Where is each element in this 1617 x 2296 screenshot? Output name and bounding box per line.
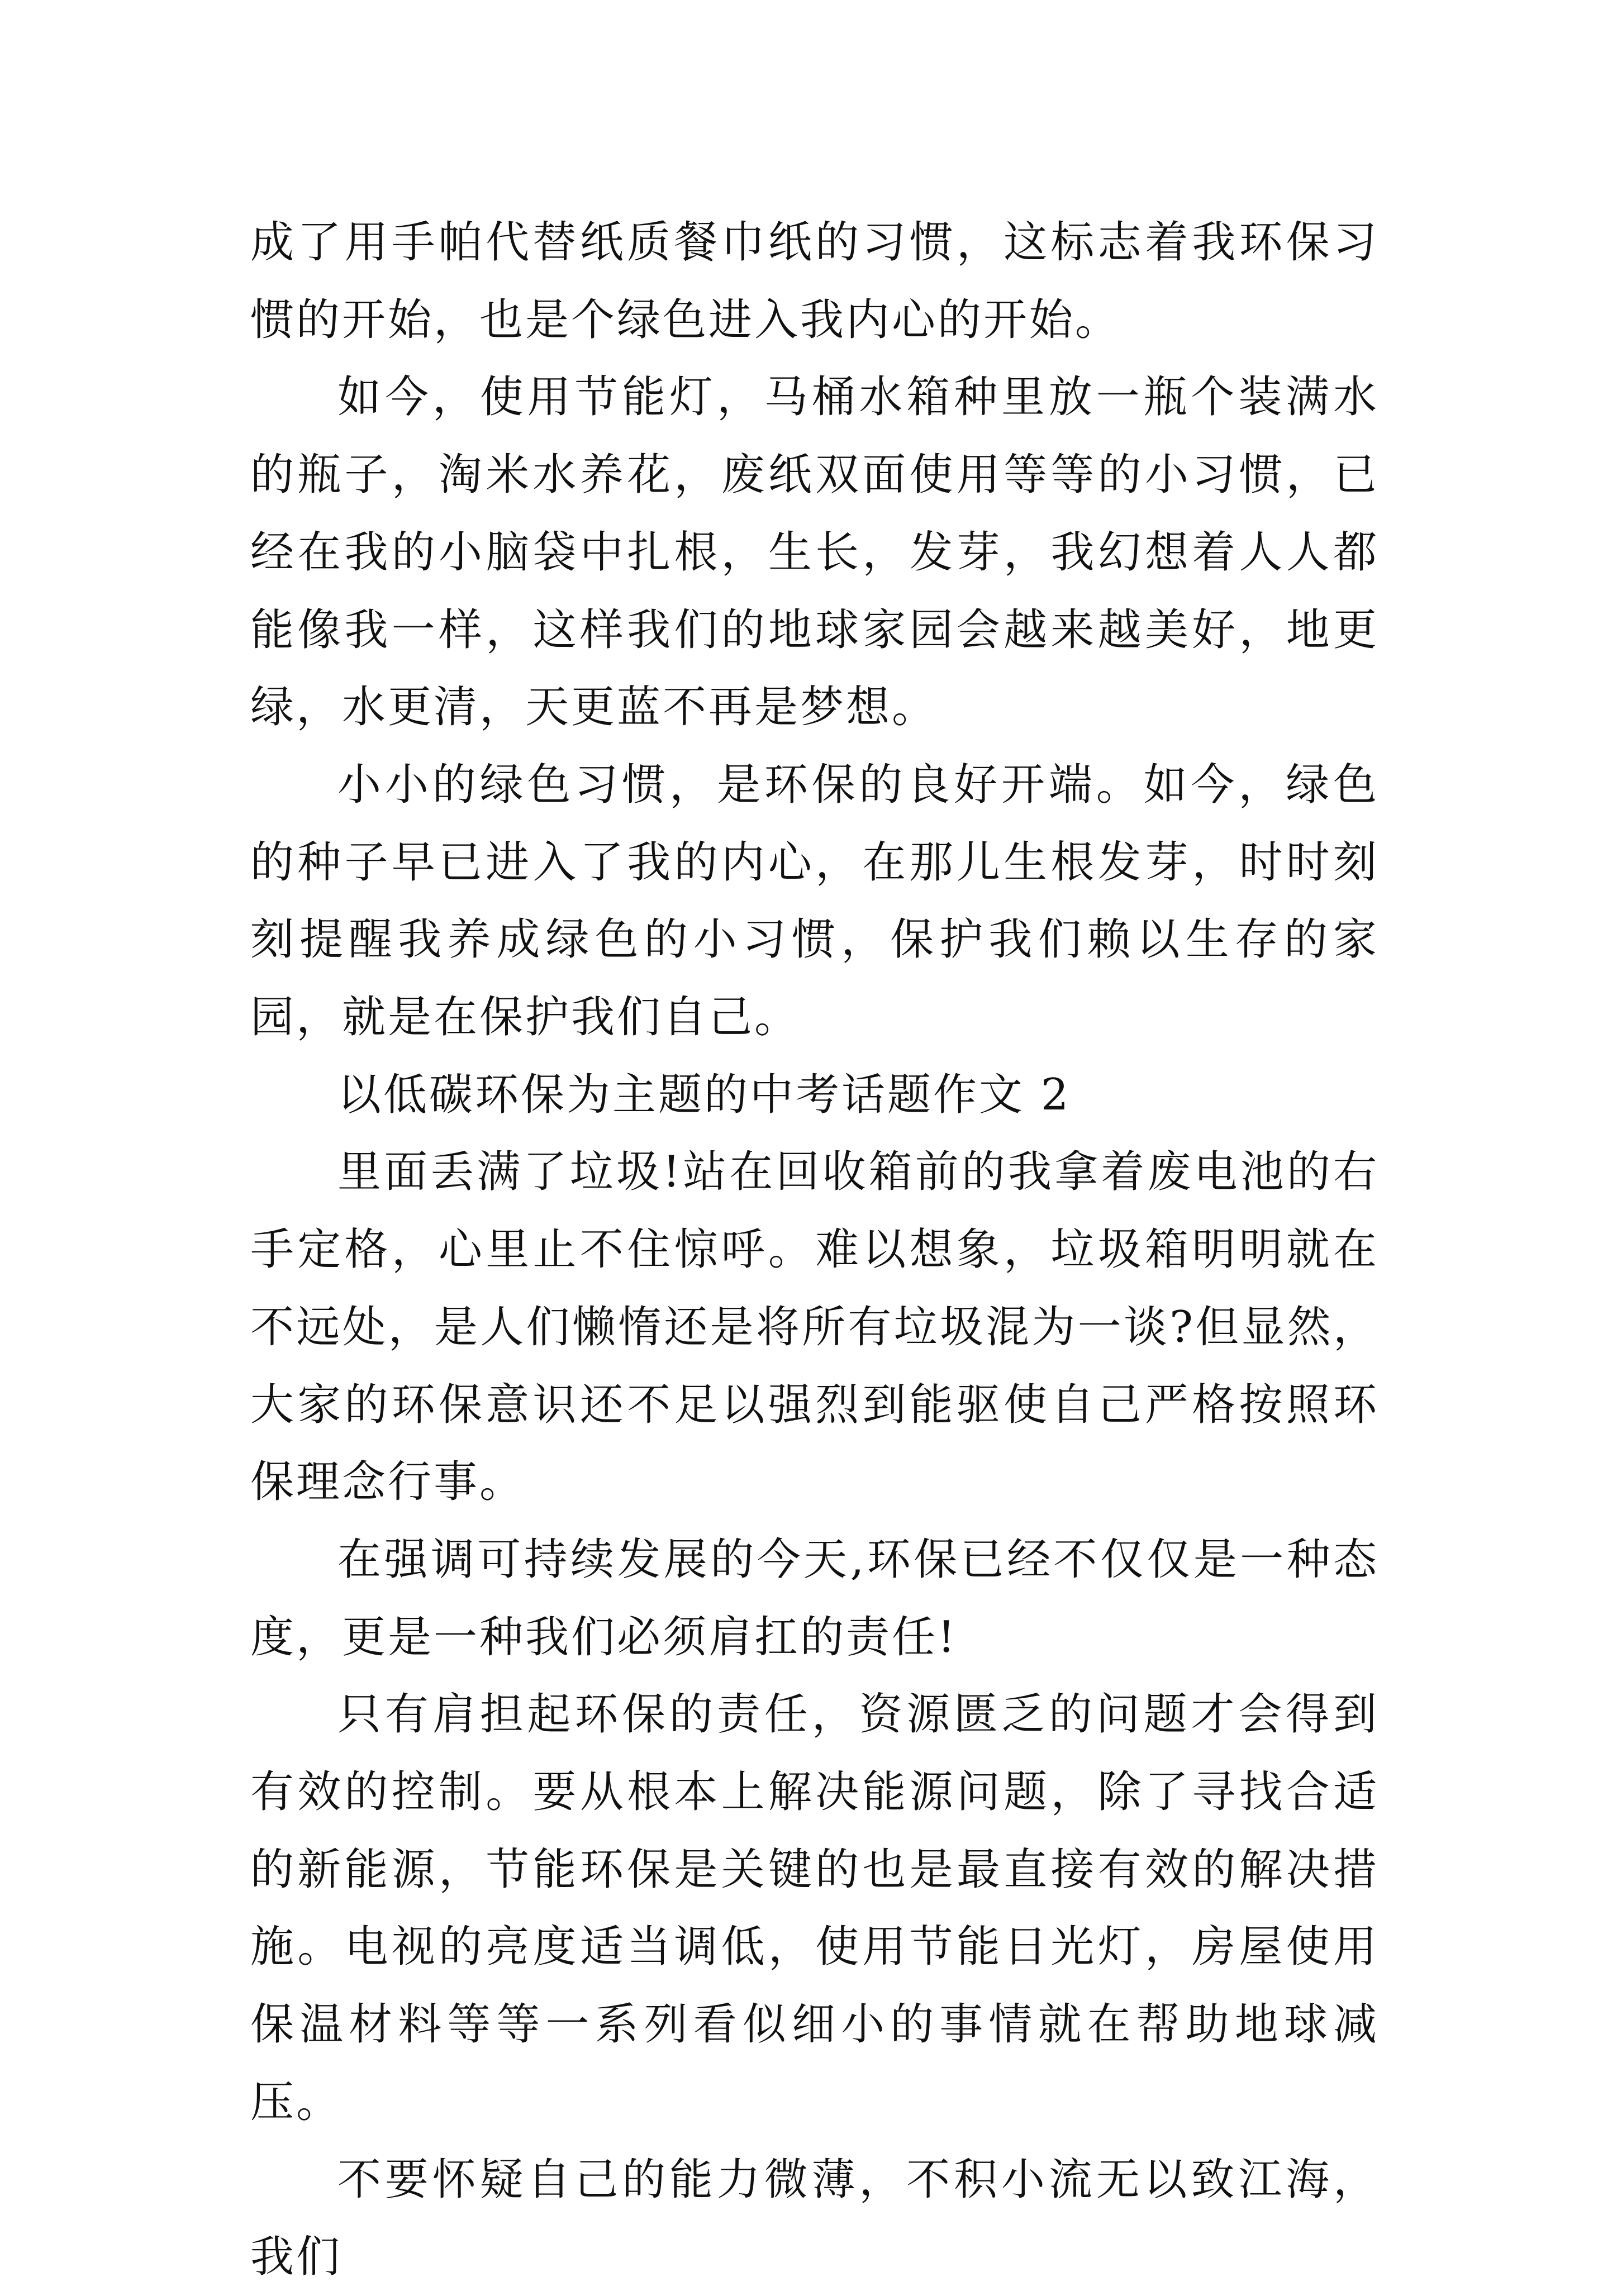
essay-title: 以低碳环保为主题的中考话题作文 2	[337, 1069, 1071, 1120]
paragraph: 小小的绿色习惯，是环保的良好开端。如今，绿色的种子早已进入了我的内心，在那儿生根发芽，时时刻刻提醒我养成绿色的小习惯，保护我们赖以生存的家园，就是在保护我们自己。	[250, 759, 1379, 1043]
paragraph: 只有肩担起环保的责任，资源匮乏的问题才会得到有效的控制。要从根本上解决能源问题，除了寻找合适的新能源，节能环保是关键的也是最直接有效的解决措施。电视的亮度适当调低，使用节能日光灯，房屋使用保温材料等等一系列看似细小的事情就在帮助地球减压。	[250, 1689, 1379, 2127]
paragraph: 不要怀疑自己的能力微薄，不积小流无以致江海，我们	[250, 2154, 1379, 2283]
paragraph: 在强调可持续发展的今天,环保已经不仅仅是一种态度，更是一种我们必须肩扛的责任!	[250, 1534, 1379, 1663]
paragraph: 里面丢满了垃圾!站在回收箱前的我拿着废电池的右手定格，心里止不住惊呼。难以想象，垃圾箱明明就在不远处，是人们懒惰还是将所有垃圾混为一谈?但显然，大家的环保意识还不足以强烈到能驱使自己严格按照环保理念行事。	[250, 1147, 1379, 1508]
document-body	[250, 204, 1379, 2296]
paragraph: 如今，使用节能灯，马桶水箱种里放一瓶个装满水的瓶子，淘米水养花，废纸双面使用等等的小习惯，已经在我的小脑袋中扎根，生长，发芽，我幻想着人人都能像我一样，这样我们的地球家园会越来越美好，地更绿，水更清，天更蓝不再是梦想。	[250, 372, 1379, 733]
paragraph-continued: 成了用手帕代替纸质餐巾纸的习惯，这标志着我环保习惯的开始，也是个绿色进入我内心的开始。	[250, 217, 1379, 345]
